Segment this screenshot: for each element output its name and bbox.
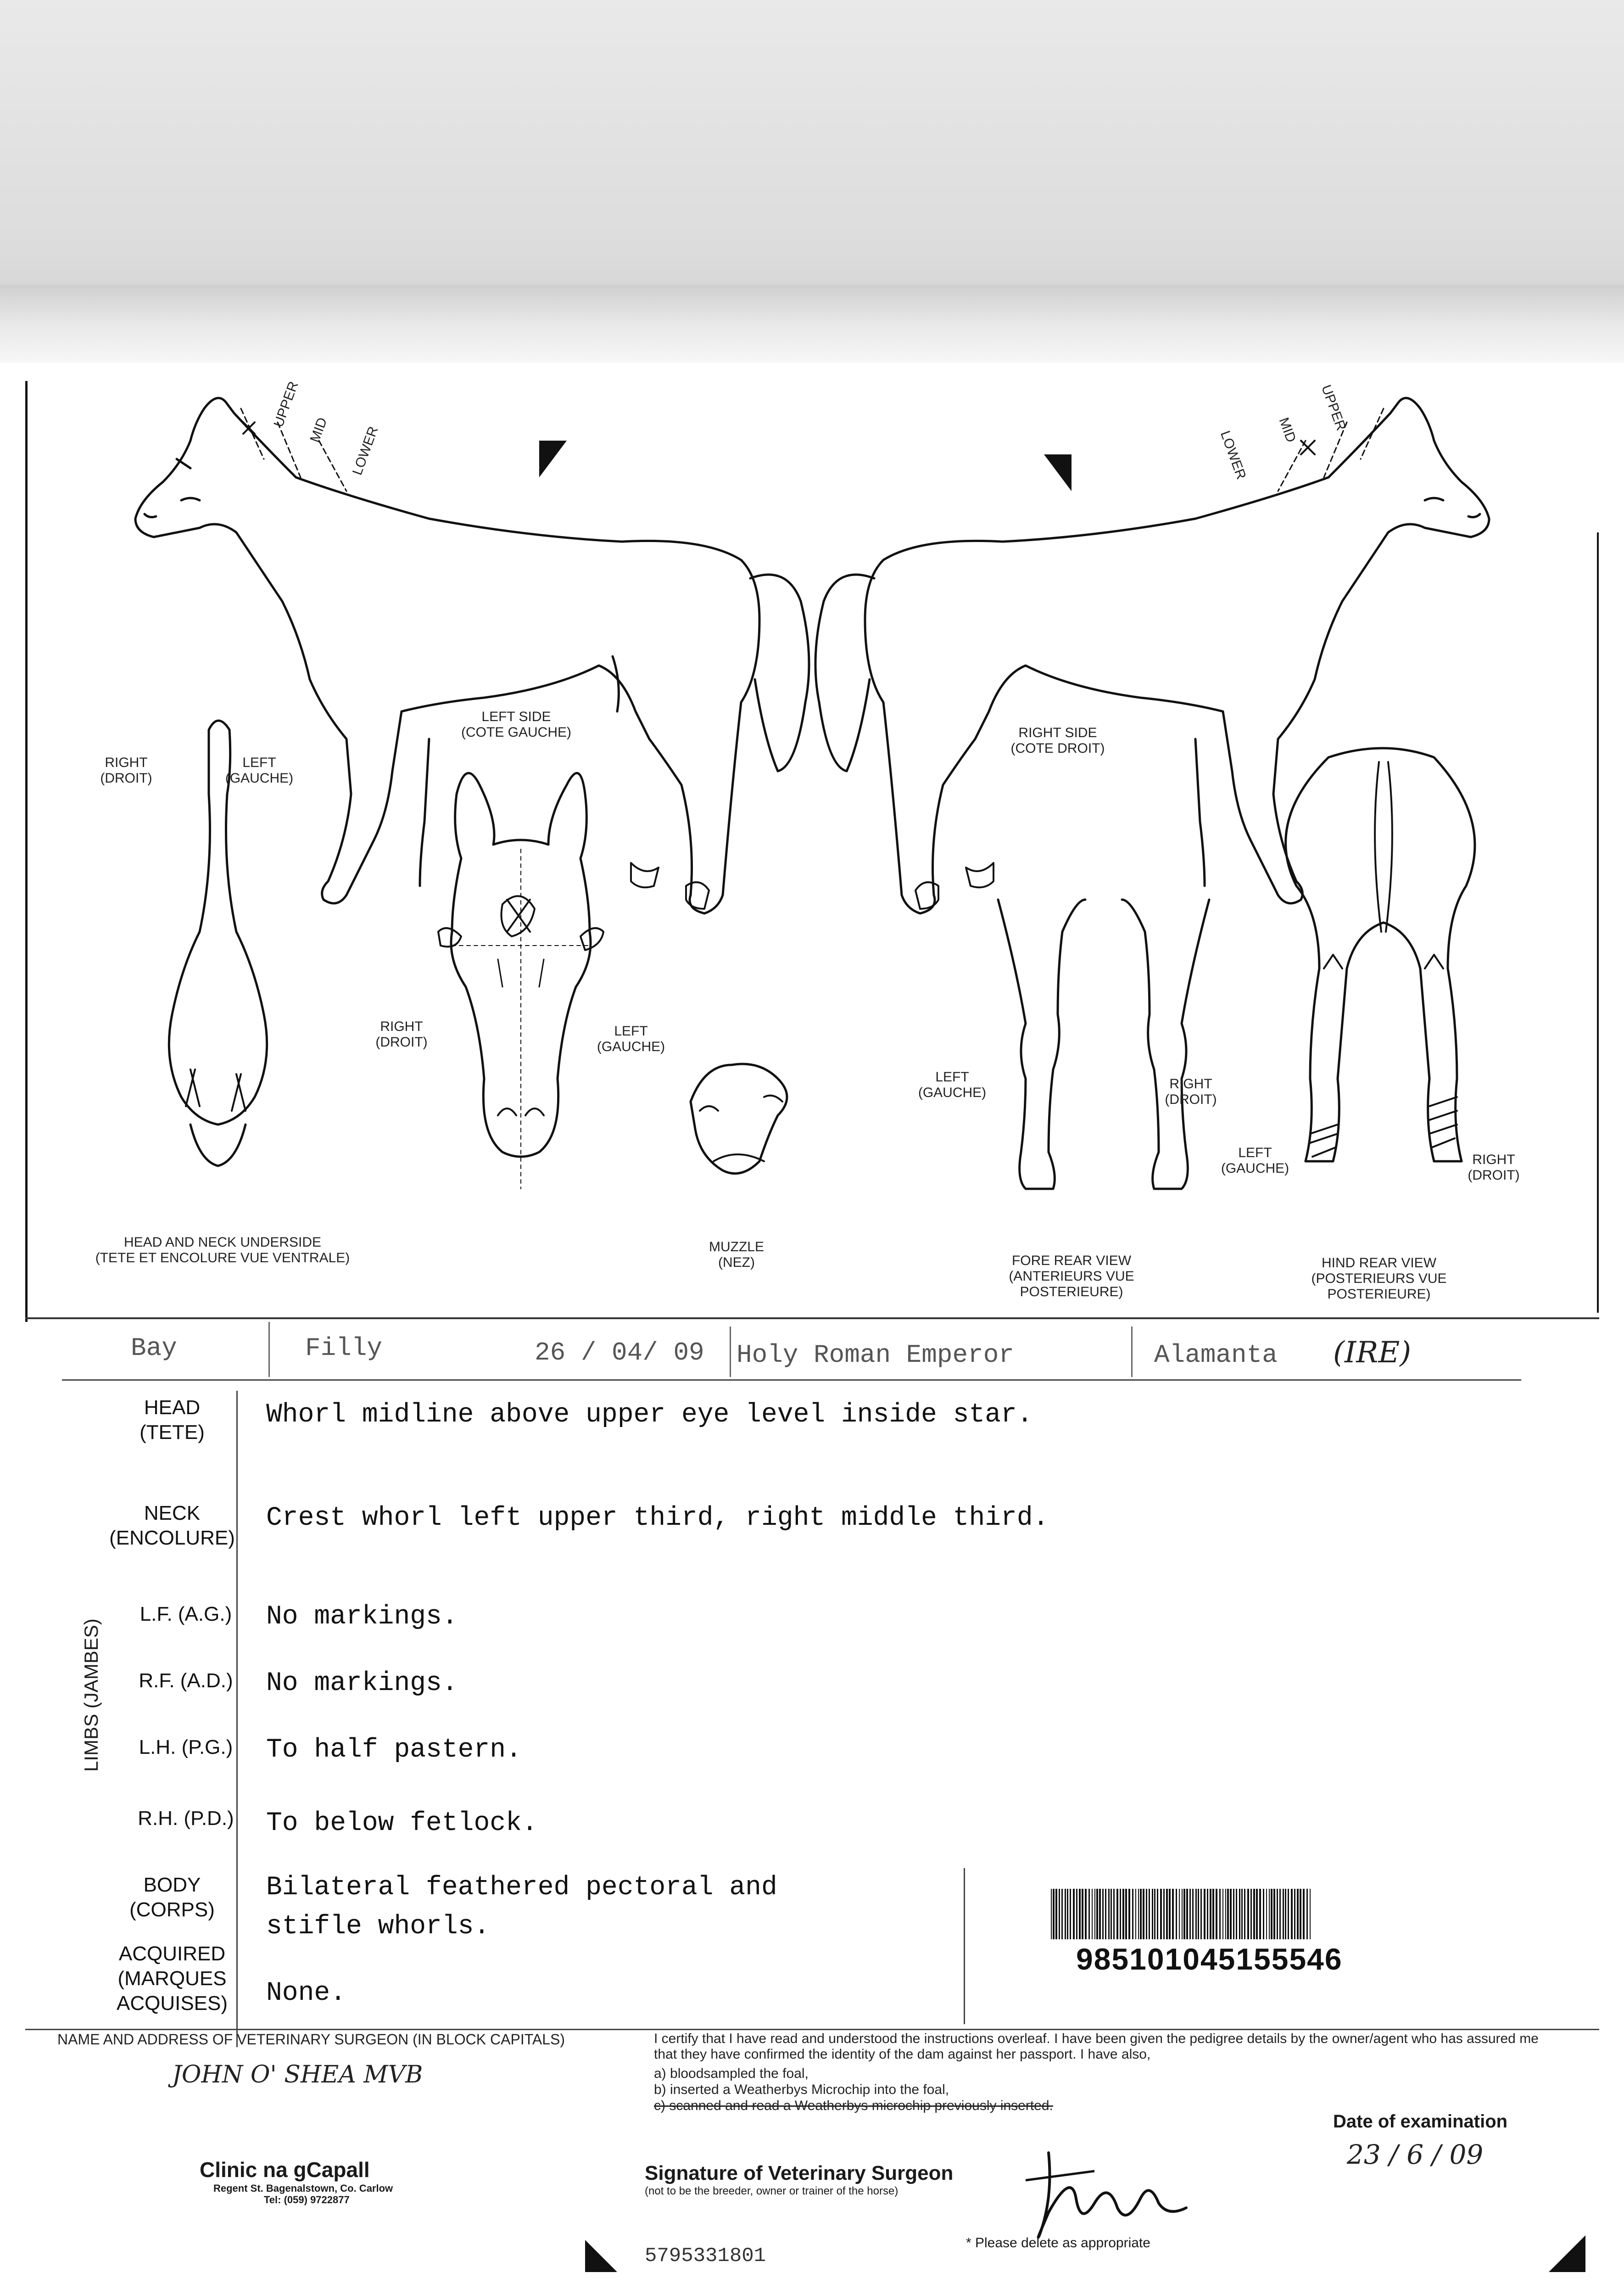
upper-label: UPPER bbox=[271, 379, 301, 430]
lh-description: To half pastern. bbox=[266, 1735, 522, 1765]
microchip-number: 985101045155546 bbox=[1076, 1942, 1343, 1976]
mid-label-right: MID bbox=[1276, 415, 1299, 445]
rh-label: R.H. (P.D.) bbox=[138, 1807, 234, 1830]
upper-label-right: UPPER bbox=[1318, 383, 1349, 433]
fore-left-label: LEFT (GAUCHE) bbox=[918, 1069, 987, 1100]
document-number: 5795331801 bbox=[645, 2245, 766, 2267]
clinic-tel: Tel: (059) 9722877 bbox=[264, 2194, 350, 2205]
dam-country-handwritten: (IRE) bbox=[1333, 1336, 1412, 1370]
head-description: Whorl midline above upper eye level inside star. bbox=[266, 1400, 1033, 1430]
direction-marker bbox=[1549, 2235, 1585, 2272]
footer-markers bbox=[25, 381, 1599, 2286]
clinic-name: Clinic na gCapall bbox=[200, 2158, 370, 2182]
hind-rear-view-label: HIND REAR VIEW (POSTERIEURS VUE POSTERIEURE) bbox=[1311, 1255, 1447, 1302]
fore-rear-view-label: FORE REAR VIEW (ANTERIEURS VUE POSTERIEURE) bbox=[1009, 1253, 1134, 1299]
dob-value: 26 / 04/ 09 bbox=[535, 1338, 704, 1367]
rf-label: R.F. (A.D.) bbox=[139, 1669, 233, 1692]
sex-value: Filly bbox=[305, 1333, 383, 1363]
signature-title: Signature of Veterinary Surgeon bbox=[645, 2162, 954, 2184]
clinic-address: Regent St. Bagenalstown, Co. Carlow bbox=[213, 2183, 393, 2194]
head-right-label: RIGHT (DROIT) bbox=[375, 1019, 428, 1050]
exam-date-value: 23 / 6 / 09 bbox=[1347, 2139, 1484, 2170]
hind-right-label: RIGHT (DROIT) bbox=[1468, 1152, 1520, 1183]
dam-value: Alamanta bbox=[1154, 1340, 1278, 1370]
hind-left-label: LEFT (GAUCHE) bbox=[1221, 1145, 1289, 1176]
lower-label-right: LOWER bbox=[1217, 429, 1249, 481]
muzzle-label: MUZZLE (NEZ) bbox=[709, 1239, 764, 1270]
identification-sheet bbox=[25, 381, 1599, 2286]
colour-value: Bay bbox=[131, 1333, 177, 1363]
acquired-label: ACQUIRED (MARQUES ACQUISES) bbox=[116, 1942, 228, 2015]
signature-note: (not to be the breeder, owner or trainer of the horse) bbox=[645, 2185, 899, 2197]
right-side-label: RIGHT SIDE (COTE DROIT) bbox=[1010, 725, 1105, 756]
head-neck-underside-label: HEAD AND NECK UNDERSIDE (TETE ET ENCOLURE VUE VENTRALE) bbox=[95, 1235, 350, 1265]
lf-label: L.F. (A.G.) bbox=[140, 1603, 232, 1625]
lower-label: LOWER bbox=[349, 424, 381, 477]
rf-description: No markings. bbox=[266, 1668, 458, 1698]
mid-label: MID bbox=[307, 415, 330, 445]
head-left-label: LEFT (GAUCHE) bbox=[597, 1024, 665, 1054]
body-label: BODY (CORPS) bbox=[129, 1874, 215, 1921]
neck-label: NECK (ENCOLURE) bbox=[109, 1502, 235, 1549]
lf-description: No markings. bbox=[266, 1602, 458, 1632]
body-description-line2: stifle whorls. bbox=[266, 1912, 490, 1942]
exam-date-label: Date of examination bbox=[1333, 2111, 1508, 2132]
rh-description: To below fetlock. bbox=[266, 1808, 538, 1838]
cert-option-a: a) bloodsampled the foal, bbox=[654, 2066, 809, 2081]
delete-note: * Please delete as appropriate bbox=[966, 2235, 1150, 2250]
scanner-light-band bbox=[0, 285, 1624, 363]
sire-value: Holy Roman Emperor bbox=[737, 1340, 1014, 1370]
fore-right-label: RIGHT (DROIT) bbox=[1165, 1076, 1217, 1107]
neck-right-label: RIGHT (DROIT) bbox=[100, 755, 152, 786]
direction-marker bbox=[585, 2240, 617, 2272]
cert-option-b: b) inserted a Weatherbys Microchip into the foal, bbox=[654, 2082, 949, 2097]
head-label: HEAD (TETE) bbox=[140, 1396, 205, 1444]
lh-label: L.H. (P.G.) bbox=[139, 1736, 233, 1758]
vet-name-label: NAME AND ADDRESS OF VETERINARY SURGEON (IN BLOCK CAPITALS) bbox=[57, 2031, 565, 2048]
vet-name-handwritten: JOHN O' SHEA MVB bbox=[172, 2061, 423, 2088]
limbs-label: LIMBS (JAMBES) bbox=[80, 1618, 102, 1772]
certification-text: I certify that I have read and understood the instructions overleaf. I have been given the pedigree details by the owner/agent who has assured me that they have confirmed the identity of the dam against her passport. I have also, bbox=[654, 2031, 1539, 2062]
neck-left-label: LEFT (GAUCHE) bbox=[225, 755, 294, 786]
neck-description: Crest whorl left upper third, right middle third. bbox=[266, 1503, 1049, 1533]
cert-option-c: c) scanned and read a Weatherbys microchip previously inserted. bbox=[654, 2098, 1053, 2113]
left-side-label: LEFT SIDE (COTE GAUCHE) bbox=[461, 709, 571, 740]
body-description-line1: Bilateral feathered pectoral and bbox=[266, 1873, 777, 1903]
acquired-description: None. bbox=[266, 1978, 346, 2008]
